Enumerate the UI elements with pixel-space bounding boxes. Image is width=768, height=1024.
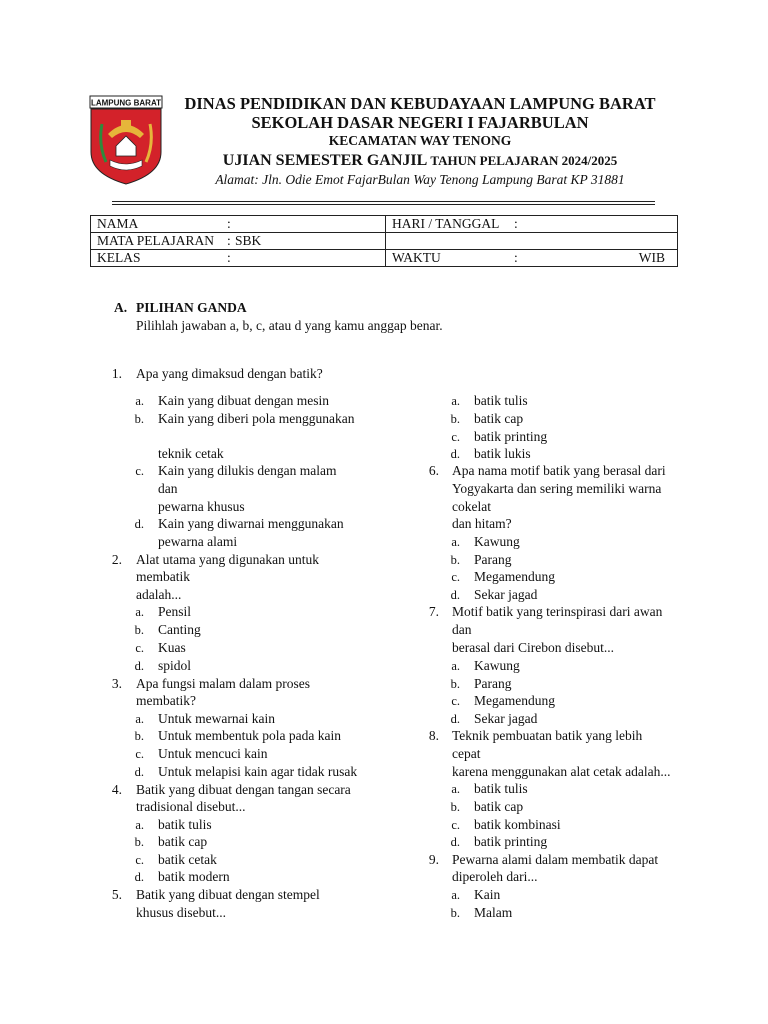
option-letter: a. <box>451 659 460 673</box>
q1-option-b-cont: teknik cetak <box>158 446 224 461</box>
hari-tanggal-label: HARI / TANGGAL <box>392 216 500 231</box>
q5-option-d[interactable]: batik lukis <box>474 446 531 461</box>
section-instruction: Pilihlah jawaban a, b, c, atau d yang kamu anggap benar. <box>136 318 443 333</box>
question-2-text-cont2: adalah... <box>136 587 182 602</box>
header-agency: DINAS PENDIDIKAN DAN KEBUDAYAAN LAMPUNG BARAT <box>184 94 656 113</box>
option-letter: d. <box>134 765 144 779</box>
option-letter: a. <box>451 782 460 796</box>
option-letter: d. <box>450 835 460 849</box>
header-school: SEKOLAH DASAR NEGERI I FAJARBULAN <box>251 113 589 132</box>
option-letter: c. <box>451 818 460 832</box>
q6-option-a[interactable]: Kawung <box>474 534 520 549</box>
exam-name: UJIAN SEMESTER GANJIL <box>222 152 427 169</box>
option-letter: a. <box>135 712 144 726</box>
question-3-text-cont: membatik? <box>136 693 196 708</box>
option-letter: b. <box>450 906 460 920</box>
q8-option-b[interactable]: batik cap <box>474 799 524 814</box>
q3-option-b[interactable]: Untuk membentuk pola pada kain <box>158 728 341 743</box>
q3-option-a[interactable]: Untuk mewarnai kain <box>158 711 275 726</box>
question-7-text-cont2: berasal dari Cirebon disebut... <box>452 640 614 655</box>
question-number: 5. <box>111 887 122 902</box>
q6-option-d[interactable]: Sekar jagad <box>474 587 538 602</box>
question-6-text-cont2: cokelat <box>452 499 491 514</box>
question-4-text-cont: tradisional disebut... <box>136 799 246 814</box>
q5-option-a[interactable]: batik tulis <box>474 393 528 408</box>
option-letter: d. <box>450 588 460 602</box>
question-5-text: Batik yang dibuat dengan stempel <box>136 887 320 902</box>
mapel-colon: : <box>227 233 231 248</box>
svg-text:LAMPUNG BARAT: LAMPUNG BARAT <box>90 98 162 108</box>
question-number: 8. <box>428 728 439 743</box>
q5-option-b[interactable]: batik cap <box>474 411 524 426</box>
q1-option-a[interactable]: Kain yang dibuat dengan mesin <box>158 393 329 408</box>
q1-option-d-cont: pewarna alami <box>158 534 238 549</box>
waktu-colon: : <box>514 250 518 265</box>
waktu-label: WAKTU <box>392 250 441 265</box>
q1-option-c-cont2: pewarna khusus <box>158 499 245 514</box>
option-letter: a. <box>135 818 144 832</box>
question-7-text: Motif batik yang terinspirasi dari awan <box>452 604 663 619</box>
section-title: PILIHAN GANDA <box>136 300 247 315</box>
q1-option-c-cont: dan <box>158 481 178 496</box>
q2-option-b[interactable]: Canting <box>158 622 201 637</box>
option-letter: c. <box>135 464 144 478</box>
q6-option-b[interactable]: Parang <box>474 552 512 567</box>
q8-option-c[interactable]: batik kombinasi <box>474 817 561 832</box>
option-letter: a. <box>135 605 144 619</box>
question-8-text-cont2: karena menggunakan alat cetak adalah... <box>452 764 671 779</box>
option-letter: b. <box>450 677 460 691</box>
option-letter: a. <box>451 535 460 549</box>
q4-option-a[interactable]: batik tulis <box>158 817 212 832</box>
option-letter: c. <box>135 641 144 655</box>
mata-pelajaran-label: MATA PELAJARAN <box>97 233 215 248</box>
question-6-text-cont3: dan hitam? <box>452 516 512 531</box>
q7-option-d[interactable]: Sekar jagad <box>474 711 538 726</box>
kelas-colon: : <box>227 250 231 265</box>
question-9-text-cont: diperoleh dari... <box>452 869 538 884</box>
question-8-text: Teknik pembuatan batik yang lebih <box>452 728 643 743</box>
question-2-text: Alat utama yang digunakan untuk <box>136 552 319 567</box>
question-number: 3. <box>111 676 122 691</box>
option-letter: d. <box>134 870 144 884</box>
option-letter: b. <box>134 729 144 743</box>
q2-option-d[interactable]: spidol <box>158 658 192 673</box>
q4-option-d[interactable]: batik modern <box>158 869 230 884</box>
q2-option-a[interactable]: Pensil <box>158 604 192 619</box>
q8-option-d[interactable]: batik printing <box>474 834 548 849</box>
option-letter: c. <box>451 430 460 444</box>
q3-option-c[interactable]: Untuk mencuci kain <box>158 746 268 761</box>
option-letter: d. <box>450 447 460 461</box>
question-5-text-cont: khusus disebut... <box>136 905 227 920</box>
nama-colon: : <box>227 216 231 231</box>
question-number: 9. <box>428 852 439 867</box>
option-letter: c. <box>451 570 460 584</box>
q1-option-c[interactable]: Kain yang dilukis dengan malam <box>158 463 337 478</box>
option-letter: b. <box>450 800 460 814</box>
question-1-text: Apa yang dimaksud dengan batik? <box>136 366 323 381</box>
q1-option-d[interactable]: Kain yang diwarnai menggunakan <box>158 516 344 531</box>
hari-colon: : <box>514 216 518 231</box>
question-number: 7. <box>428 604 439 619</box>
q1-option-b[interactable]: Kain yang diberi pola menggunakan <box>158 411 355 426</box>
header-district: KECAMATAN WAY TENONG <box>328 133 512 148</box>
question-number: 1. <box>111 366 122 381</box>
question-2-text-cont: membatik <box>136 569 190 584</box>
question-number: 6. <box>428 463 439 478</box>
option-letter: c. <box>135 747 144 761</box>
q7-option-c[interactable]: Megamendung <box>474 693 555 708</box>
option-letter: b. <box>450 553 460 567</box>
q6-option-c[interactable]: Megamendung <box>474 569 555 584</box>
question-9-text: Pewarna alami dalam membatik dapat <box>452 852 659 867</box>
question-7-text-cont: dan <box>452 622 472 637</box>
option-letter: a. <box>451 394 460 408</box>
option-letter: c. <box>135 853 144 867</box>
question-8-text-cont: cepat <box>452 746 481 761</box>
waktu-unit: WIB <box>638 250 665 265</box>
q4-option-c[interactable]: batik cetak <box>158 852 217 867</box>
option-letter: b. <box>134 835 144 849</box>
option-letter: d. <box>134 659 144 673</box>
option-letter: d. <box>134 517 144 531</box>
option-letter: a. <box>451 888 460 902</box>
question-number: 4. <box>111 782 122 797</box>
q7-option-a[interactable]: Kawung <box>474 658 520 673</box>
section-letter: A. <box>114 300 128 315</box>
q3-option-d[interactable]: Untuk melapisi kain agar tidak rusak <box>158 764 358 779</box>
kelas-label: KELAS <box>97 250 141 265</box>
option-letter: b. <box>134 412 144 426</box>
option-letter: d. <box>450 712 460 726</box>
q2-option-c[interactable]: Kuas <box>158 640 186 655</box>
q9-option-b[interactable]: Malam <box>474 905 513 920</box>
option-letter: a. <box>135 394 144 408</box>
q4-option-b[interactable]: batik cap <box>158 834 208 849</box>
q9-option-a[interactable]: Kain <box>474 887 501 902</box>
option-letter: b. <box>134 623 144 637</box>
academic-year: TAHUN PELAJARAN 2024/2025 <box>430 153 618 168</box>
q5-option-c[interactable]: batik printing <box>474 429 548 444</box>
header-address: Alamat: Jln. Odie Emot FajarBulan Way Tenong Lampung Barat KP 31881 <box>215 172 625 187</box>
option-letter: b. <box>450 412 460 426</box>
question-6-text: Apa nama motif batik yang berasal dari <box>452 463 666 478</box>
question-4-text: Batik yang dibuat dengan tangan secara <box>136 782 351 797</box>
question-3-text: Apa fungsi malam dalam proses <box>136 676 310 691</box>
option-letter: c. <box>451 694 460 708</box>
q8-option-a[interactable]: batik tulis <box>474 781 528 796</box>
question-6-text-cont: Yogyakarta dan sering memiliki warna <box>452 481 662 496</box>
mata-pelajaran-value: SBK <box>235 233 262 248</box>
nama-label: NAMA <box>97 216 139 231</box>
question-number: 2. <box>111 552 122 567</box>
q7-option-b[interactable]: Parang <box>474 676 512 691</box>
